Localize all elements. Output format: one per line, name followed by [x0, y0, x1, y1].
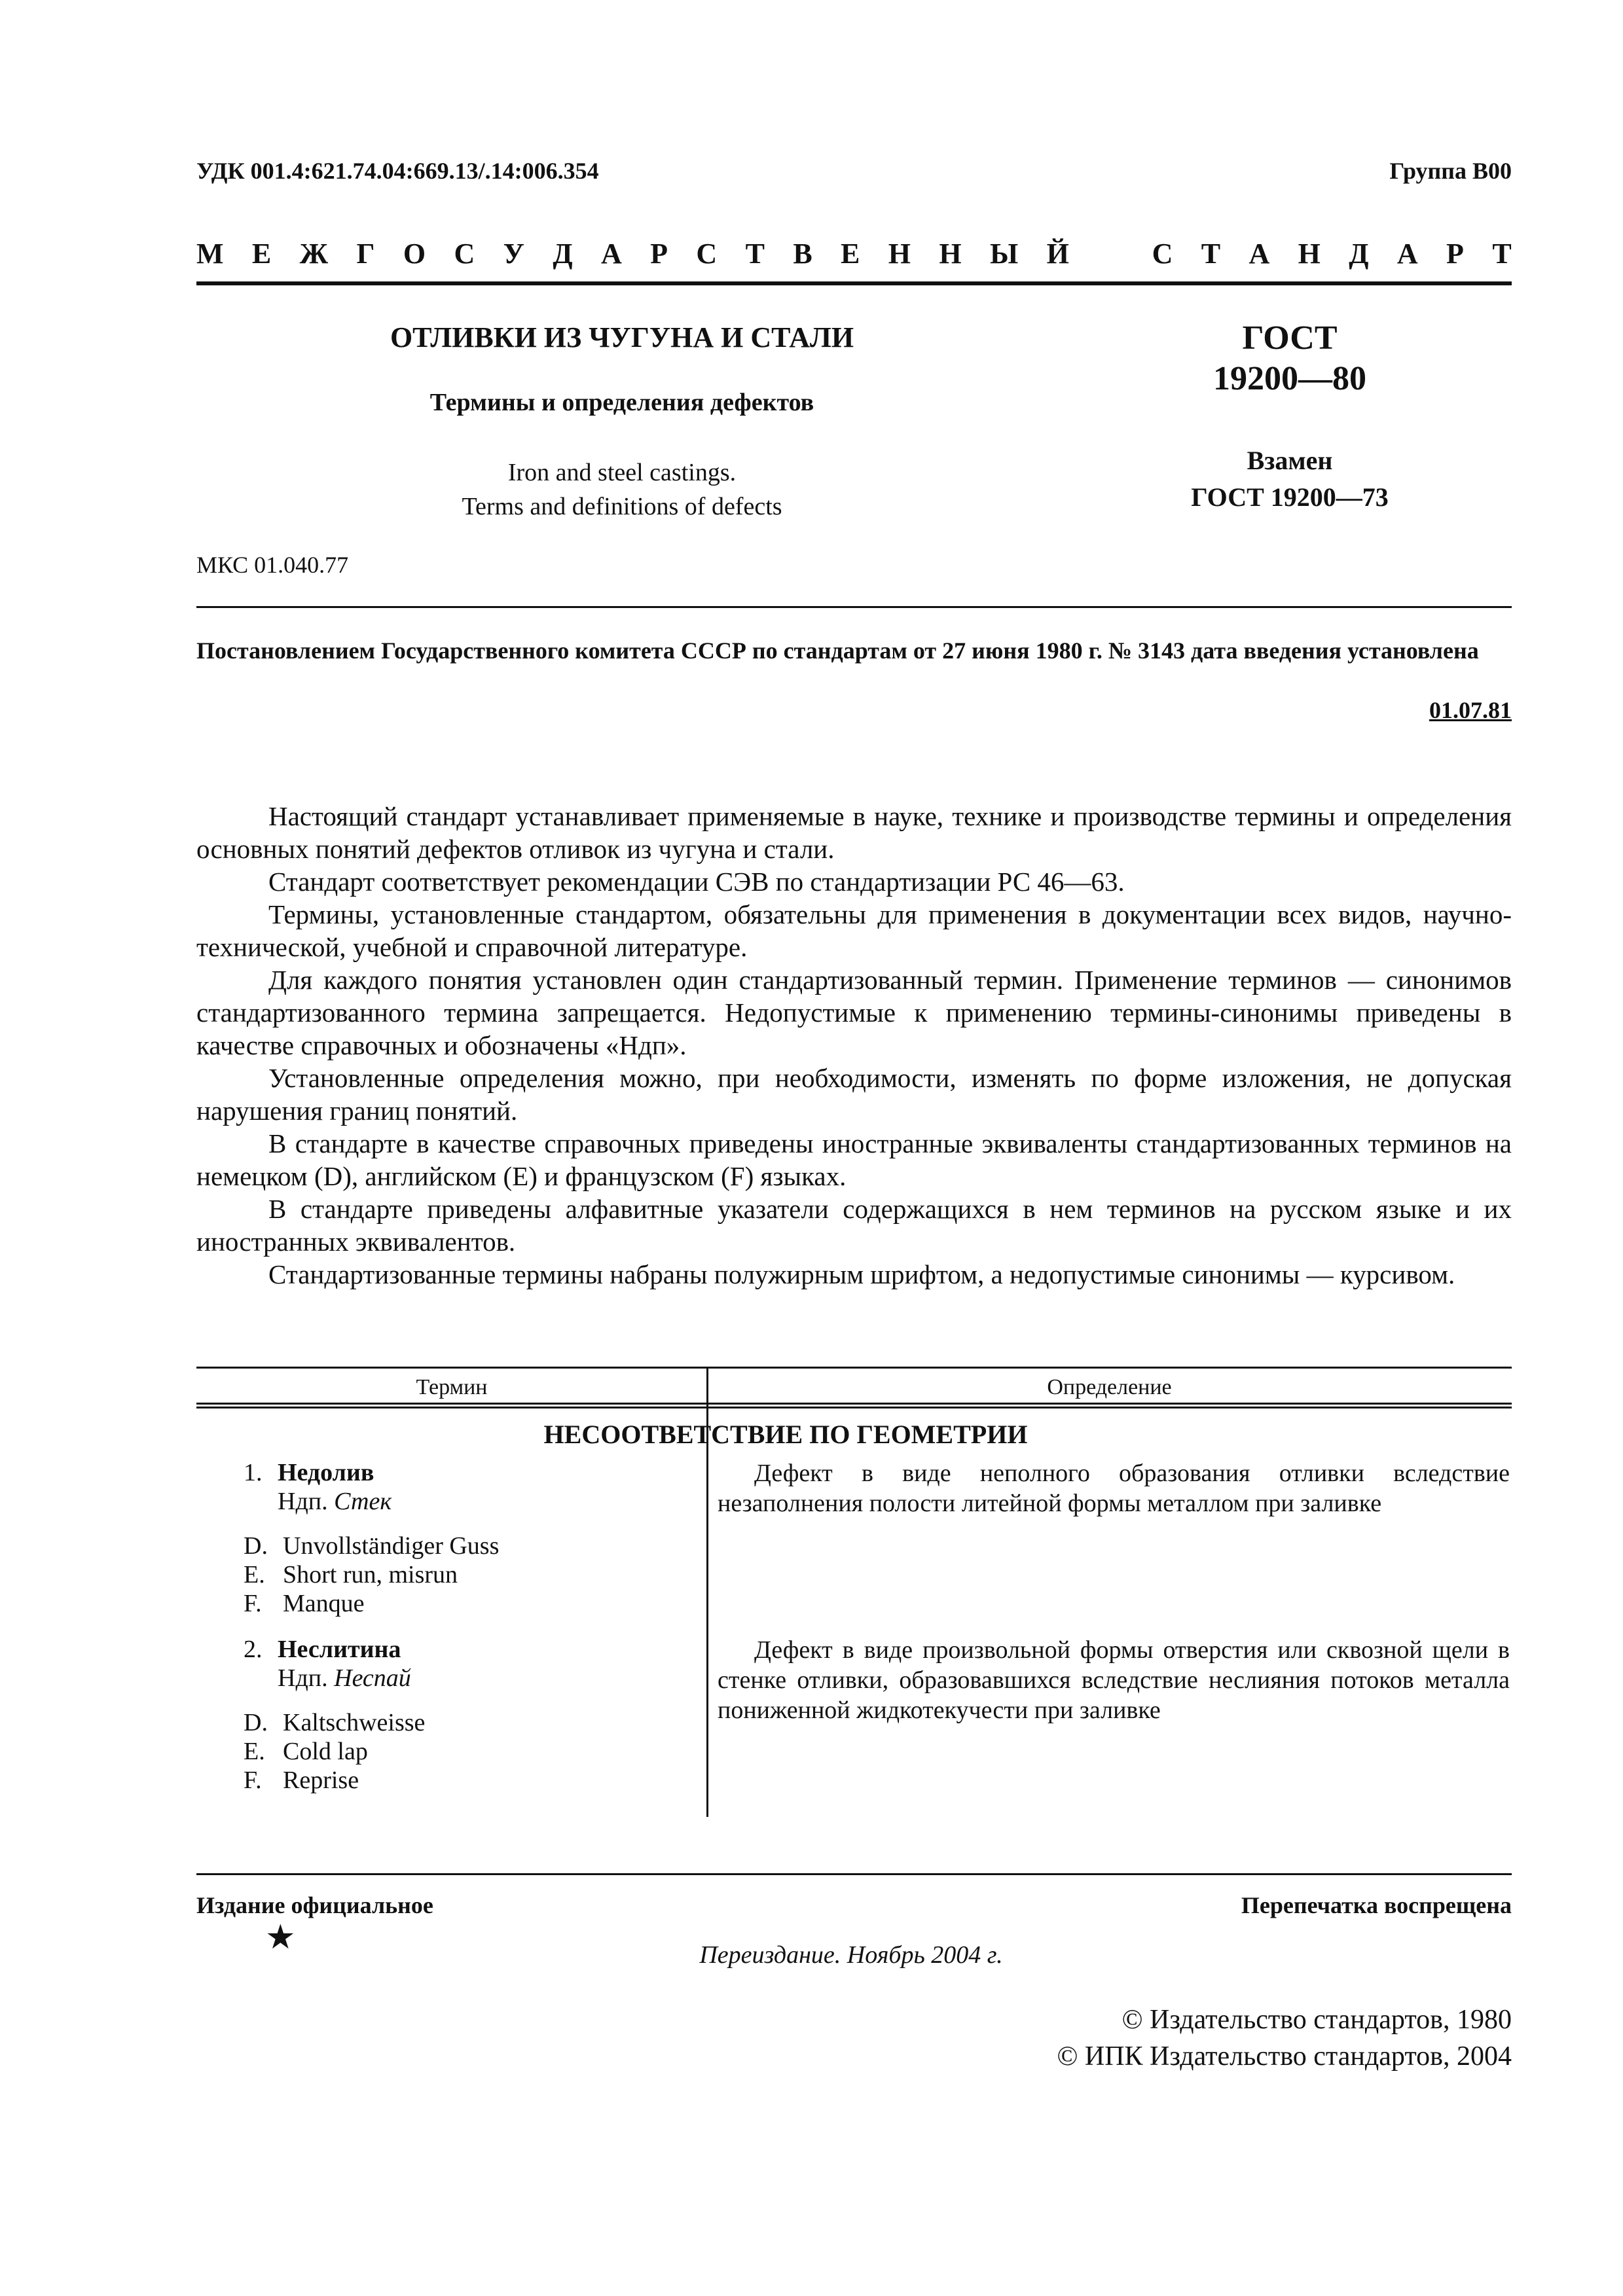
intro-paragraph: Стандартизованные термины набраны полужирным шрифтом, а недопустимые синонимы — курсивом.: [268, 1259, 1455, 1289]
english-title-line: Terms and definitions of defects: [462, 493, 782, 520]
decree-text: Постановлением Государственного комитета СССР по стандартам от 27 июня 1980 г. № 3143 дата введения установлена: [196, 637, 1479, 664]
banner-letter: А: [1396, 238, 1418, 270]
term: Неслитина: [278, 1636, 401, 1663]
intro-paragraph: В стандарте в качестве справочных приведены иностранные эквиваленты стандартизованных терминов на немецком (D), английском (E) и французском (F) языках.: [196, 1128, 1512, 1191]
star-icon: ★: [265, 1919, 296, 1956]
banner-letter: Д: [1349, 238, 1369, 270]
lang-label: F.: [244, 1590, 262, 1617]
equivalent-en: Short run, misrun: [283, 1561, 458, 1588]
banner-letter: Ы: [990, 238, 1019, 270]
reissue-note: Переиздание. Ноябрь 2004 г.: [699, 1941, 1003, 1969]
intro-paragraph: Установленные определения можно, при необходимости, изменять по форме изложения, не допуская нарушения границ понятий.: [196, 1063, 1512, 1126]
udk-code: УДК 001.4:621.74.04:669.13/.14:006.354: [196, 158, 599, 184]
banner-letter: О: [403, 238, 426, 270]
equivalent-de: Kaltschweisse: [283, 1709, 426, 1736]
equivalent-de: Unvollständiger Guss: [283, 1532, 500, 1560]
column-header-term: Термин: [416, 1375, 488, 1399]
title-rule: [196, 606, 1512, 608]
banner-letter: Г: [356, 238, 375, 270]
equivalent-en: Cold lap: [283, 1738, 368, 1765]
ndp-label: Ндп.: [278, 1664, 328, 1692]
banner-letter: Н: [1298, 238, 1321, 270]
intro-paragraph: Стандарт соответствует рекомендации СЭВ по стандартизации РС 46—63.: [268, 867, 1125, 897]
definition: Дефект в виде неполного образования отливки вследствие незаполнения полости литейной формы металлом при заливке: [718, 1460, 1510, 1517]
table-row: [244, 1458, 392, 1516]
table-header: [196, 1367, 1512, 1403]
document-title: ОТЛИВКИ ИЗ ЧУГУНА И СТАЛИ: [390, 321, 854, 353]
banner-letter: Ж: [299, 238, 329, 270]
gost-number: 19200—80: [1213, 360, 1366, 397]
banner-letter: Е: [251, 238, 272, 270]
column-header-definition: Определение: [1047, 1375, 1172, 1399]
copyright-block: [1057, 2001, 1512, 2075]
banner-letter: А: [1249, 238, 1270, 270]
definition: Дефект в виде произвольной формы отверстия или сквозной щели в стенке отливки, образовавшихся вследствие неслияния потоков металла пониженной жидкотекучести при заливке: [718, 1636, 1510, 1724]
replaces-block: [1074, 442, 1506, 516]
official-edition: Издание официальное: [196, 1892, 433, 1918]
document-subtitle: Термины и определения дефектов: [429, 389, 814, 416]
foreign-equivalents: [244, 1708, 425, 1795]
effective-date: 01.07.81: [1429, 697, 1512, 723]
banner-letter: С: [454, 238, 475, 270]
banner-letter: С: [696, 238, 718, 270]
lang-label: D.: [244, 1709, 268, 1736]
term-number: 1.: [244, 1459, 263, 1486]
foreign-equivalents: [244, 1532, 499, 1618]
banner-letter: Т: [1492, 238, 1512, 270]
intro-paragraph: В стандарте приведены алфавитные указатели содержащихся в нем терминов на русском языке и их иностранных эквивалентов.: [196, 1194, 1512, 1257]
english-title: [196, 456, 1048, 524]
english-title-line: Iron and steel castings.: [507, 459, 737, 486]
table-row: [244, 1635, 411, 1693]
gost-number-block: [1074, 318, 1506, 399]
banner-letter: Й: [1046, 238, 1069, 270]
footer-rule: [196, 1873, 1512, 1875]
banner-letter: А: [601, 238, 622, 270]
introduction: [196, 800, 1512, 1291]
invalid-synonym: Неспай: [334, 1664, 411, 1692]
lang-label: D.: [244, 1532, 268, 1560]
lang-label: E.: [244, 1738, 265, 1765]
gost-label: ГОСТ: [1242, 319, 1338, 357]
lang-label: F.: [244, 1767, 262, 1794]
lang-label: E.: [244, 1561, 265, 1588]
equivalent-fr: Manque: [283, 1590, 365, 1617]
banner-letter: Р: [1446, 238, 1464, 270]
replaces-number: ГОСТ 19200—73: [1191, 482, 1389, 512]
banner-gap: [1097, 237, 1123, 270]
standard-type-banner: [196, 237, 1512, 270]
banner-letter: Е: [841, 238, 860, 270]
banner-letter: Н: [939, 238, 962, 270]
group-code: Группа В00: [1389, 158, 1512, 184]
banner-letter: Д: [553, 238, 573, 270]
banner-letter: В: [793, 238, 812, 270]
terms-table: [196, 1367, 1512, 1408]
banner-letter: Т: [745, 238, 765, 270]
copyright-line: © Издательство стандартов, 1980: [1122, 2005, 1512, 2035]
mks-code: МКС 01.040.77: [196, 552, 349, 578]
term: Недолив: [278, 1459, 374, 1486]
banner-letter: Н: [888, 238, 911, 270]
intro-paragraph: Для каждого понятия установлен один стандартизованный термин. Применение терминов — синонимов стандартизованного термина запрещается. Недопустимые к применению термины-синонимы приведены в качестве справочных и обозначены «Ндп».: [196, 965, 1512, 1060]
banner-letter: С: [1152, 238, 1173, 270]
banner-letter: М: [196, 238, 224, 270]
ndp-label: Ндп.: [278, 1488, 328, 1515]
equivalent-fr: Reprise: [283, 1767, 359, 1794]
section-title: НЕСООТВЕТСТВИЕ ПО ГЕОМЕТРИИ: [543, 1420, 1028, 1449]
replaces-label: Взамен: [1247, 446, 1333, 475]
banner-letter: Р: [650, 238, 668, 270]
banner-letter: У: [503, 238, 524, 270]
header-rule: [196, 281, 1512, 285]
intro-paragraph: Настоящий стандарт устанавливает применяемые в науке, технике и производстве термины и определения основных понятий дефектов отливок из чугуна и стали.: [196, 801, 1512, 864]
reprint-prohibited: Перепечатка воспрещена: [1241, 1892, 1512, 1918]
invalid-synonym: Стек: [334, 1488, 392, 1515]
banner-letter: Т: [1201, 238, 1221, 270]
table-header-rule: [196, 1403, 1512, 1408]
copyright-line: © ИПК Издательство стандартов, 2004: [1057, 2041, 1512, 2072]
intro-paragraph: Термины, установленные стандартом, обязательны для применения в документации всех видов, научно-технической, учебной и справочной литературе.: [196, 899, 1512, 962]
term-number: 2.: [244, 1636, 263, 1663]
